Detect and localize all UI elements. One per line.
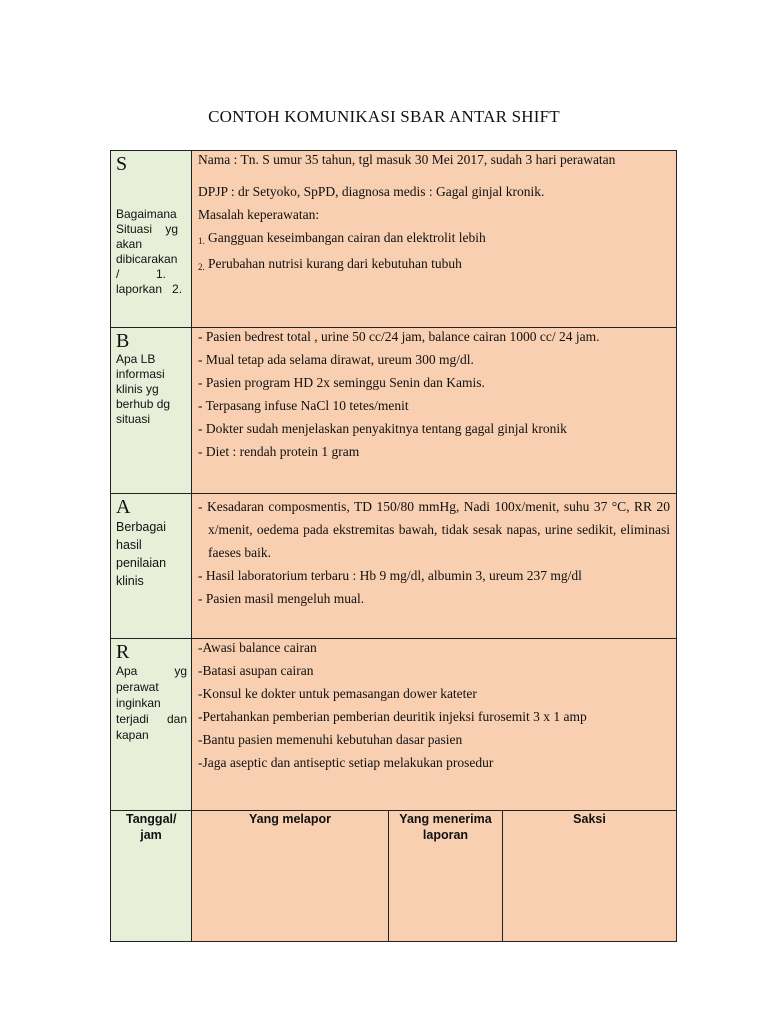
desc-s-line: akan <box>116 237 143 251</box>
letter-b: B <box>116 330 130 352</box>
background-line: - Pasien program HD 2x seminggu Senin dan Kamis. <box>198 375 485 390</box>
desc-s-line: dibicarakan <box>116 252 178 266</box>
desc-s <box>116 177 187 327</box>
problem-item <box>198 230 670 249</box>
footer-receiver-label: Yang menerima laporan <box>399 812 492 842</box>
recommendation-line: -Konsul ke dokter untuk pemasangan dower kateter <box>198 686 477 701</box>
label-cell-b <box>111 328 192 494</box>
desc-a: Berbagai hasil penilaian klinis <box>116 520 167 588</box>
assessment-line: - Pasien masil mengeluh mual. <box>198 591 365 606</box>
row-background <box>111 328 677 494</box>
situation-line: Masalah keperawatan: <box>198 207 320 222</box>
problem-text: Perubahan nutrisi kurang dari kebutuhan tubuh <box>208 256 462 271</box>
sbar-table <box>110 150 677 942</box>
footer-reporter-label: Yang melapor <box>249 812 331 826</box>
footer-witness-cell <box>503 811 677 942</box>
content-cell-s <box>192 151 677 328</box>
document-title: CONTOH KOMUNIKASI SBAR ANTAR SHIFT <box>208 107 560 126</box>
recommendation-line: -Batasi asupan cairan <box>198 663 314 678</box>
label-cell-r <box>111 639 192 811</box>
content-cell-b <box>192 328 677 494</box>
background-line: - Dokter sudah menjelaskan penyakitnya tentang gagal ginjal kronik <box>198 421 567 436</box>
label-cell-s <box>111 151 192 328</box>
row-situation <box>111 151 677 328</box>
footer-date-label: Tanggal/ jam <box>126 812 177 842</box>
footer-receiver-cell <box>389 811 503 942</box>
footer-reporter-cell <box>192 811 389 942</box>
recommendation-line: -Pertahankan pemberian pemberian deuritik injeksi furosemit 3 x 1 amp <box>198 709 587 724</box>
situation-line: DPJP : dr Setyoko, SpPD, diagnosa medis : Gagal ginjal kronik. <box>198 184 545 199</box>
desc-s-line: Situasi yg <box>116 222 179 236</box>
label-cell-a <box>111 494 192 639</box>
desc-b: Apa LB informasi klinis yg berhub dg situasi <box>116 352 171 426</box>
assessment-line: - Hasil laboratorium terbaru : Hb 9 mg/dl, albumin 3, ureum 237 mg/dl <box>198 568 582 583</box>
recommendation-line: -Jaga aseptic dan antiseptic setiap melakukan prosedur <box>198 755 494 770</box>
recommendation-line: -Bantu pasien memenuhi kebutuhan dasar pasien <box>198 732 463 747</box>
background-line: - Terpasang infuse NaCl 10 tetes/menit <box>198 398 409 413</box>
situation-line: Nama : Tn. S umur 35 tahun, tgl masuk 30 Mei 2017, sudah 3 hari perawatan <box>198 152 616 167</box>
row-assessment <box>111 494 677 639</box>
assessment-line: - Kesadaran composmentis, TD 150/80 mmHg, Nadi 100x/menit, suhu 37 °C, RR 20 x/menit, oedema pada ekstremitas bawah, tidak sesak napas, urine sedikit, eliminasi faeses baik. <box>198 499 671 560</box>
signature-row <box>111 811 677 942</box>
desc-r: Apa yg perawat inginkan terjadi dan kapan <box>116 664 187 742</box>
letter-a: A <box>116 496 131 518</box>
desc-s-line: / 1. <box>116 267 167 281</box>
desc-s-line: Bagaimana <box>116 207 177 221</box>
background-line: - Diet : rendah protein 1 gram <box>198 444 360 459</box>
footer-witness-label: Saksi <box>573 812 606 826</box>
letter-s: S <box>116 153 128 175</box>
footer-date-cell <box>111 811 192 942</box>
problem-item <box>198 256 670 275</box>
problem-number: 2. <box>198 262 205 272</box>
background-line: - Mual tetap ada selama dirawat, ureum 300 mg/dl. <box>198 352 474 367</box>
content-cell-r <box>192 639 677 811</box>
background-line: - Pasien bedrest total , urine 50 cc/24 jam, balance cairan 1000 cc/ 24 jam. <box>198 329 600 344</box>
recommendation-line: -Awasi balance cairan <box>198 640 317 655</box>
content-cell-a <box>192 494 677 639</box>
problem-number: 1. <box>198 236 205 246</box>
problem-text: Gangguan keseimbangan cairan dan elektrolit lebih <box>208 230 486 245</box>
desc-s-line: laporkan 2. <box>116 282 183 296</box>
letter-r: R <box>116 641 130 663</box>
row-recommendation <box>111 639 677 811</box>
